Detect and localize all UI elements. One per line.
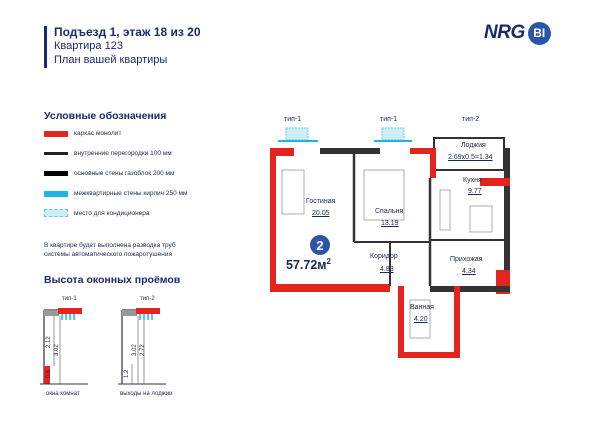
header-accent-bar	[44, 26, 47, 68]
room-area-corridor: 4.83	[380, 266, 394, 273]
rooms-count-badge: 2	[310, 235, 330, 255]
nrg-logo	[484, 21, 551, 45]
dim-label: 1.2	[124, 369, 130, 378]
legend-label: каркас монолит	[74, 130, 122, 137]
room-name-living: Гостиная	[306, 198, 336, 205]
monolith-wall	[398, 286, 404, 358]
legend-label: внутренние перегородки 100 мм	[74, 150, 172, 157]
window-type1-label: тип-1	[62, 296, 77, 302]
room-name-corridor: Коридор	[370, 253, 398, 260]
monolith-wall	[270, 148, 294, 156]
legend-item-partitions	[44, 150, 172, 157]
monolith-wall	[454, 286, 460, 358]
monolith-swatch	[44, 131, 68, 137]
sofa	[282, 170, 304, 214]
kitchen-table	[470, 206, 492, 232]
window-type2-label: тип-2	[140, 296, 155, 302]
outer-wall	[320, 148, 380, 154]
legend-title: Условные обозначения	[44, 110, 167, 122]
room-area-kitchen: 9.77	[468, 188, 482, 195]
room-area-loggia: 2.69х0.5=1.34	[448, 154, 493, 161]
legend-item-brick	[44, 190, 187, 197]
gasblock-swatch	[44, 171, 68, 176]
legend-label: основные стены газоблок 200 мм	[74, 170, 175, 177]
room-name-loggia: Лоджия	[461, 142, 486, 149]
dim-label: 2.72	[140, 344, 146, 356]
monolith-wall	[270, 148, 276, 290]
sprinkler-note: В квартире будет выполнена разводка труб системы автоматического пожаротушения	[44, 242, 176, 258]
legend-item-ac	[44, 209, 150, 217]
ac-swatch	[44, 209, 68, 217]
outer-wall	[430, 286, 510, 292]
legend-item-gasblock	[44, 170, 174, 177]
dim-label: 0.6	[46, 369, 52, 378]
logo-badge: BI	[528, 22, 551, 45]
apartment-number: Квартира 123	[54, 40, 123, 52]
dim-label: 3.02	[132, 344, 138, 356]
dim-label: 2.12	[46, 336, 52, 348]
legend-label: межквартирные стены кирпич 250 мм	[74, 190, 188, 197]
room-area-living: 20.05	[312, 210, 330, 217]
window-type2-caption: выходы на лоджии	[120, 391, 173, 397]
room-name-bathroom: Ванная	[410, 304, 434, 311]
monolith-wall	[430, 148, 436, 178]
room-area-bedroom: 13.19	[381, 220, 399, 227]
window-heights-title: Высота оконных проёмов	[44, 274, 181, 286]
window-type1-caption: окна комнат	[46, 391, 80, 397]
partition-swatch	[44, 152, 68, 155]
ac-place	[382, 128, 404, 140]
room-name-bedroom: Спальня	[375, 208, 404, 215]
window-type-label: тип-2	[462, 116, 480, 123]
room-area-bathroom: 4.20	[414, 316, 428, 323]
kitchen-counter	[440, 190, 450, 230]
brick-swatch	[44, 191, 68, 197]
legend-item-monolith	[44, 130, 121, 137]
monolith-wall	[398, 352, 460, 358]
total-area: $57.72м^2$	[286, 257, 331, 273]
monolith-wall	[480, 178, 510, 186]
window-sections-drawing	[40, 304, 190, 399]
room-name-kitchen: Кухня	[463, 177, 482, 184]
entrance-floor-title: Подъезд 1, этаж 18 из 20	[54, 25, 201, 39]
ac-place	[286, 128, 308, 140]
logo-text: NRG	[484, 22, 525, 43]
room-name-hallway: Прихожая	[450, 256, 483, 263]
dim-label: 3.02	[54, 344, 60, 356]
legend-label: место для кондиционера	[74, 209, 150, 217]
room-area-hallway: 4.34	[462, 268, 476, 275]
monolith-wall	[270, 284, 390, 292]
window-type-label: тип-1	[380, 116, 398, 123]
plan-subtitle: План вашей квартиры	[54, 54, 168, 66]
window-type-label: тип-1	[284, 116, 302, 123]
